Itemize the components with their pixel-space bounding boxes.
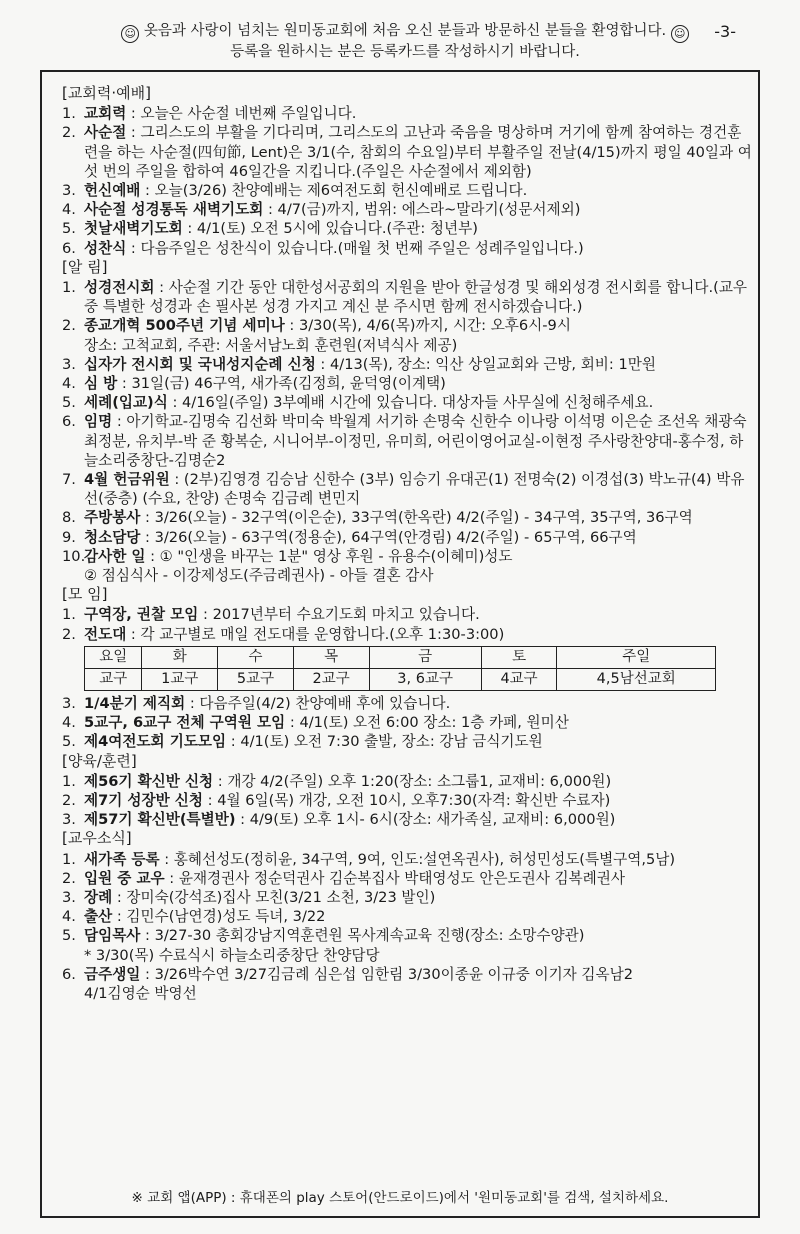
item-text [84, 239, 752, 258]
table-header-cell: 금 [369, 646, 481, 668]
item-body: : 4/7(금)까지, 범위: 에스라~말라기(성문서제외) [263, 201, 581, 219]
item-number: 3. [62, 182, 76, 200]
bulletin-section [62, 752, 752, 830]
item-label: 교회력 [84, 105, 127, 123]
item-number: 4. [62, 201, 76, 219]
table-cell: 교구 [85, 668, 142, 690]
section-title: [알 림] [62, 257, 108, 276]
item-label: 성경전시회 [84, 279, 155, 297]
item-label: 임명 [84, 413, 113, 431]
item-label: 세례(입교)식 [84, 394, 168, 412]
item-number: 2. [62, 625, 76, 643]
item-number: 5. [62, 927, 76, 945]
list-item [62, 810, 752, 829]
item-text [84, 278, 752, 316]
list-item [62, 123, 752, 181]
item-body: : 4/1(토) 오전 5시에 있습니다.(주관: 청년부) [182, 220, 478, 238]
list-item [62, 772, 752, 791]
item-text [84, 393, 752, 412]
item-subline: ② 점심식사 - 이강제성도(주금례권사) - 아들 결혼 감사 [84, 567, 434, 585]
bulletin-section [62, 258, 752, 585]
item-label: 1/4분기 제직회 [84, 694, 186, 712]
item-number: 2. [62, 124, 76, 142]
item-text [84, 316, 752, 335]
item-text [84, 772, 752, 791]
item-label: 성찬식 [84, 239, 127, 257]
item-number: 9. [62, 528, 76, 546]
list-item [62, 547, 752, 566]
item-number: 5. [62, 394, 76, 412]
item-label: 출산 [84, 908, 113, 926]
list-item [62, 732, 752, 751]
page-number: -3- [714, 22, 736, 41]
item-number: 1. [62, 105, 76, 123]
item-text [84, 605, 752, 624]
item-text [84, 732, 752, 751]
item-label: 제57기 확신반(특별반) [84, 811, 236, 829]
register-line: 등록을 원하시는 분은 등록카드를 작성하시기 바랍니다. [230, 44, 580, 60]
item-text [84, 694, 752, 713]
item-body: : 3/26박수연 3/27김금례 심은섭 임한림 3/30이종윤 이규중 이기자 김옥남2 [140, 965, 634, 983]
item-label: 사순절 [84, 124, 127, 142]
item-label: 새가족 등록 [84, 850, 160, 868]
item-text [84, 791, 752, 810]
item-body: : 오늘은 사순절 네번째 주일입니다. [126, 105, 357, 123]
item-text [84, 219, 752, 238]
list-item [62, 888, 752, 907]
item-label: 제7기 성장반 신청 [84, 791, 203, 809]
table-row [85, 668, 716, 690]
item-text [84, 104, 752, 123]
table-cell: 2교구 [293, 668, 369, 690]
item-number: 3. [62, 888, 76, 906]
item-body: : 개강 4/2(주일) 오후 1:20(장소: 소그룹1, 교재비: 6,000원) [213, 772, 612, 790]
item-number: 10. [62, 547, 86, 565]
item-body: : 4월 6일(목) 개강, 오전 10시, 오후7:30(자격: 확신반 수료자) [203, 791, 611, 809]
item-text [84, 810, 752, 829]
item-label: 입원 중 교우 [84, 869, 165, 887]
item-body: : 각 교구별로 매일 전도대를 운영합니다.(오후 1:30-3:00) [126, 625, 505, 643]
item-body: : 장미숙(강석조)집사 모친(3/21 소천, 3/23 발인) [112, 888, 436, 906]
list-item [62, 694, 752, 713]
item-text [84, 181, 752, 200]
item-body: : 31일(금) 46구역, 새가족(김정희, 윤덕영(이계택) [117, 375, 446, 393]
table-header-cell: 수 [218, 646, 294, 668]
item-label: 금주생일 [84, 965, 141, 983]
item-body: : 4/13(목), 장소: 익산 상일교회와 근방, 회비: 1만원 [315, 355, 656, 373]
item-text [84, 374, 752, 393]
list-item [62, 625, 752, 644]
item-text [84, 850, 752, 869]
list-item [62, 181, 752, 200]
item-number: 3. [62, 355, 76, 373]
item-number: 1. [62, 279, 76, 297]
item-body: : 다음주일은 성찬식이 있습니다.(매월 첫 번째 주일은 성례주일입니다.) [126, 239, 584, 257]
item-body: : 3/30(목), 4/6(목)까지, 시간: 오후6시-9시 [284, 317, 571, 335]
item-number: 1. [62, 850, 76, 868]
item-label: 십자가 전시회 및 국내성지순례 신청 [84, 355, 316, 373]
item-number: 7. [62, 471, 76, 489]
list-item [62, 104, 752, 123]
item-text [84, 528, 752, 547]
bulletin-section [62, 829, 752, 1003]
item-text [84, 625, 752, 644]
item-text [84, 508, 752, 527]
item-text [84, 123, 752, 181]
item-label: 헌신예배 [84, 182, 141, 200]
item-number: 2. [62, 791, 76, 809]
table-header-cell: 요일 [85, 646, 142, 668]
item-number: 4. [62, 908, 76, 926]
list-item [62, 278, 752, 316]
item-body: : 다음주일(4/2) 찬양예배 후에 있습니다. [185, 694, 451, 712]
item-text [84, 907, 752, 926]
item-body: : 사순절 기간 동안 대한성서공회의 지원을 받아 한글성경 및 해외성경 전시회를 합니다.(교우중 특별한 성경과 손 필사본 성경 가지고 계신 분 주시면 함께 전시하겠습니다.) [84, 279, 748, 316]
list-item [62, 907, 752, 926]
welcome-text: 옷음과 사랑이 넘치는 원미동교회에 처음 오신 분들과 방문하신 분들을 환영합니다. [143, 23, 667, 39]
item-label: 사순절 성경통독 새벽기도회 [84, 201, 264, 219]
list-item [62, 219, 752, 238]
item-number: 3. [62, 811, 76, 829]
list-item [62, 508, 752, 527]
bulletin-section [62, 585, 752, 751]
table-cell: 5교구 [218, 668, 294, 690]
table-header-cell: 토 [481, 646, 557, 668]
item-label: 청소담당 [84, 528, 141, 546]
item-body: : 4/1(토) 오전 6:00 장소: 1층 카페, 원미산 [285, 714, 569, 732]
item-body: : (2부)김영경 김승남 신한수 (3부) 임승기 유대곤(1) 전명숙(2) 이경섭(3) 박노규(4) 박유선(중층) (수요, 찬양) 손명숙 김금례 변민지 [84, 471, 745, 508]
list-item [62, 850, 752, 869]
item-text [84, 713, 752, 732]
item-body: : 김민수(남연경)성도 득녀, 3/22 [112, 908, 326, 926]
list-item [62, 200, 752, 219]
list-item [62, 239, 752, 258]
item-number: 5. [62, 733, 76, 751]
list-item [62, 528, 752, 547]
item-text [84, 412, 752, 470]
section-title: [모 임] [62, 585, 108, 604]
item-label: 담임목사 [84, 927, 141, 945]
list-item [62, 869, 752, 888]
list-item [62, 926, 752, 945]
item-text [84, 200, 752, 219]
item-body: : 아기학교-김명숙 김선화 박미숙 박월계 서기하 손명숙 신한수 이나랑 이석명 이은순 조선옥 채광숙 최정분, 유치부-박 준 황복순, 시니어부-이정민, 유미희, 어린이영어교실-이현정 주사랑찬양대-홍수정, 하늘소리중창단-김명순2 [84, 413, 747, 469]
item-label: 4월 헌금위원 [84, 471, 170, 489]
list-item [62, 605, 752, 624]
item-number: 1. [62, 606, 76, 624]
table-header-cell: 주일 [557, 646, 716, 668]
page-header [60, 22, 750, 62]
list-item [62, 374, 752, 393]
item-number: 8. [62, 509, 76, 527]
item-subline: 4/1김영순 박영선 [84, 984, 197, 1002]
item-body: : 그리스도의 부활을 기다리며, 그리스도의 고난과 죽음을 명상하며 거기에 함께 참여하는 경건훈련을 하는 사순절(四旬節, Lent)은 3/1(수, 참회의 수요일)부터 부활주일 전날(4/15)까지 평일 40일과 여섯 번의 주일을 합하여 46일간을 지킵니다.(주일은 사순절에서 제외함) [84, 124, 752, 180]
table-cell: 4교구 [481, 668, 557, 690]
item-number: 6. [62, 965, 76, 983]
bulletin-content [62, 84, 752, 1003]
table-row [85, 646, 716, 668]
item-text [84, 869, 752, 888]
item-body: : 2017년부터 수요기도회 마치고 있습니다. [198, 606, 480, 624]
list-item [62, 412, 752, 470]
item-body: : 오늘(3/26) 찬양예배는 제6여전도회 헌신예배로 드립니다. [140, 182, 528, 200]
bulletin-section [62, 84, 752, 258]
item-body: : 홍혜선성도(정히윤, 34구역, 9여, 인도:설연옥권사), 허성민성도(특별구역,5남) [159, 850, 676, 868]
item-body: : 4/16일(주일) 3부예배 시간에 있습니다. 대상자들 사무실에 신청해주세요. [167, 394, 654, 412]
table-header-cell: 화 [142, 646, 218, 668]
item-label: 종교개혁 500주년 기념 세미나 [84, 317, 285, 335]
evangelism-schedule-table [84, 646, 716, 691]
welcome-line [60, 22, 750, 43]
item-text [84, 547, 752, 566]
item-label: 감사한 일 [84, 547, 146, 565]
section-title: [양육/훈련] [62, 751, 137, 770]
list-item [62, 393, 752, 412]
item-label: 주방봉사 [84, 509, 141, 527]
item-subline: * 3/30(목) 수료식시 하늘소리중창단 찬양담당 [84, 946, 380, 964]
item-number: 5. [62, 220, 76, 238]
list-item [62, 965, 752, 984]
item-body: : 4/9(토) 오후 1시- 6시(장소: 새가족실, 교재비: 6,000원) [235, 811, 616, 829]
item-body: : 윤재경권사 정순덕권사 김순복집사 박태영성도 안은도권사 김복례권사 [164, 869, 625, 887]
item-body: : 3/27-30 총회강남지역훈련원 목사계속교육 진행(장소: 소망수양관) [140, 927, 585, 945]
section-title: [교우소식] [62, 829, 132, 848]
list-item [62, 316, 752, 335]
item-number: 4. [62, 714, 76, 732]
item-label: 심 방 [84, 375, 118, 393]
item-number: 4. [62, 375, 76, 393]
app-notice: ※ 교회 앱(APP) : 휴대폰의 play 스토어(안드로이드)에서 '원미동교회'를 검색, 설치하세요. [131, 1190, 669, 1206]
item-label: 제4여전도회 기도모임 [84, 733, 227, 751]
item-number: 2. [62, 317, 76, 335]
item-label: 구역장, 권찰 모임 [84, 606, 199, 624]
item-number: 3. [62, 694, 76, 712]
item-label: 첫날새벽기도회 [84, 220, 183, 238]
item-text [84, 926, 752, 945]
section-title: [교회력·예배] [62, 84, 151, 102]
item-number: 6. [62, 239, 76, 257]
item-text [84, 965, 752, 984]
item-label: 장례 [84, 888, 113, 906]
item-body: : ① "인생을 바꾸는 1분" 영상 후원 - 유용수(이혜미)성도 [145, 547, 513, 565]
item-number: 6. [62, 413, 76, 431]
item-label: 전도대 [84, 625, 127, 643]
table-header-cell: 목 [293, 646, 369, 668]
item-body: : 4/1(토) 오전 7:30 출발, 장소: 강남 금식기도원 [226, 733, 543, 751]
item-text [84, 888, 752, 907]
smile-icon: ☺ [121, 25, 139, 43]
smile-icon: ☺ [671, 25, 689, 43]
list-item [62, 791, 752, 810]
item-text [84, 355, 752, 374]
item-body: : 3/26(오늘) - 63구역(정용순), 64구역(안경림) 4/2(주일) - 65구역, 66구역 [140, 528, 637, 546]
item-label: 제56기 확신반 신청 [84, 772, 214, 790]
item-text [84, 470, 752, 508]
list-item [62, 355, 752, 374]
item-number: 1. [62, 772, 76, 790]
item-number: 2. [62, 869, 76, 887]
table-cell: 4,5남선교회 [557, 668, 716, 690]
list-item [62, 470, 752, 508]
item-label: 5교구, 6교구 전체 구역원 모임 [84, 714, 286, 732]
table-cell: 1교구 [142, 668, 218, 690]
table-cell: 3, 6교구 [369, 668, 481, 690]
list-item [62, 713, 752, 732]
item-subline: 장소: 고척교회, 주관: 서울서남노회 훈련원(저녁식사 제공) [84, 336, 458, 354]
item-body: : 3/26(오늘) - 32구역(이은순), 33구역(한옥란) 4/2(주일) - 34구역, 35구역, 36구역 [140, 509, 693, 527]
